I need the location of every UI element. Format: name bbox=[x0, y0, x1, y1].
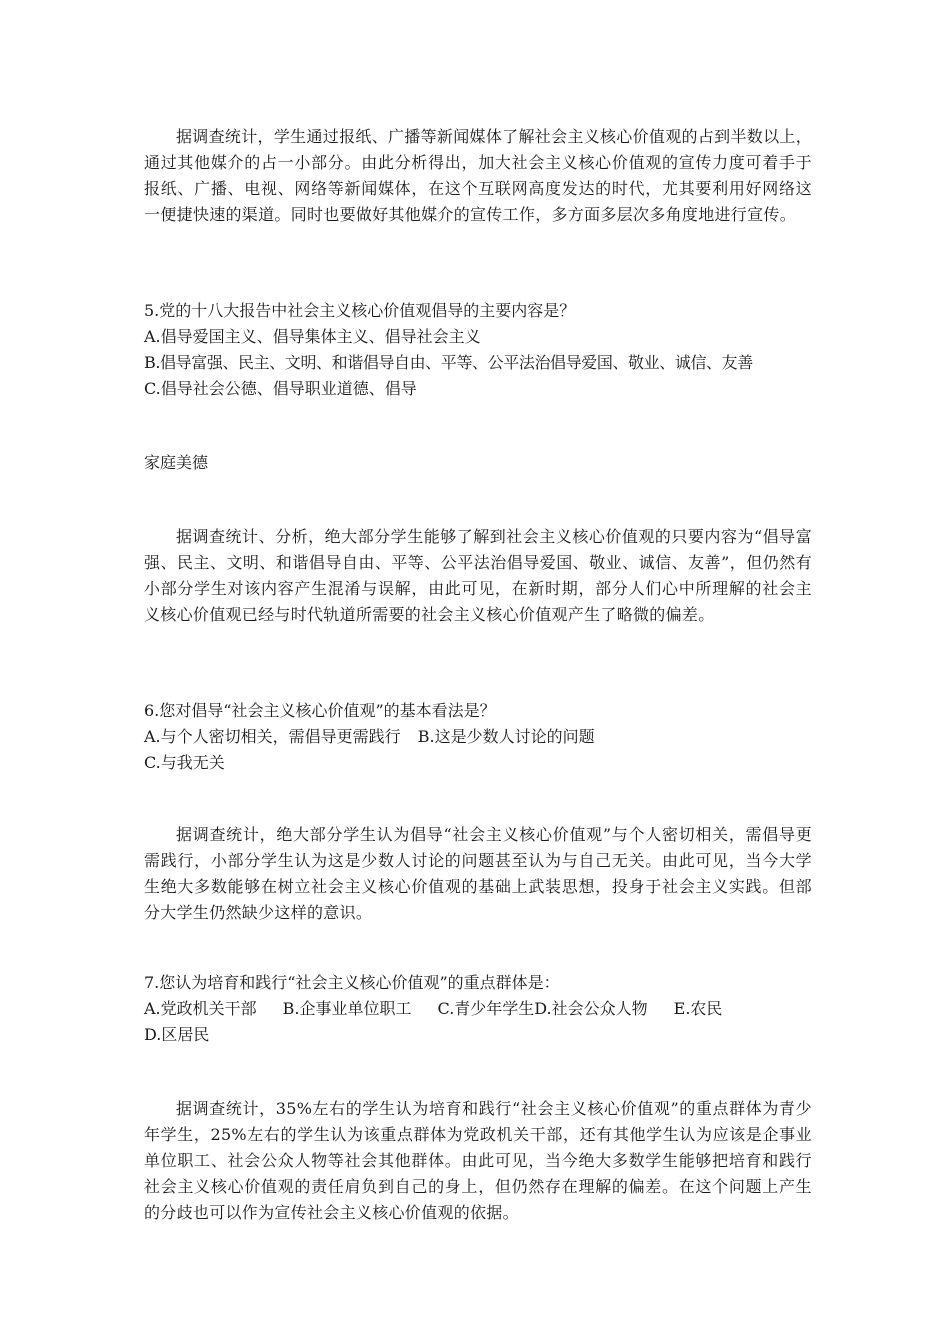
question-7-option-b: B.企事业单位职工 bbox=[282, 999, 412, 1018]
question-6-options-row bbox=[144, 724, 812, 750]
question-7 bbox=[144, 970, 812, 1048]
paragraph-media-channels: 据调查统计，学生通过报纸、广播等新闻媒体了解社会主义核心价值观的占到半数以上，通过其他媒介的占一小部分。由此分析得出，加大社会主义核心价值观的宣传力度可着手于报纸、广播、电视、网络等新闻媒体，在这个互联网高度发达的时代，尤其要利用好网络这一便捷快速的渠道。同时也要做好其他媒介的宣传工作，多方面多层次多角度地进行宣传。 bbox=[144, 127, 812, 224]
question-7-option-e: E.农民 bbox=[673, 999, 723, 1018]
question-7-option-f: D.区居民 bbox=[144, 1025, 210, 1044]
question-5-text: 5.党的十八大报告中社会主义核心价值观倡导的主要内容是？ bbox=[144, 301, 576, 320]
paragraph-key-groups: 据调查统计，35%左右的学生认为培育和践行“社会主义核心价值观”的重点群体为青少年学生，25%左右的学生认为该重点群体为党政机关干部，还有其他学生认为应该是企事业单位职工、社会公众人物等社会其他群体。由此可见，当今绝大多数学生能够把培育和践行社会主义核心价值观的责任肩负到自己的身上，但仍然存在理解的偏差。在这个问题上产生的分歧也可以作为宣传社会主义核心价值观的依据。 bbox=[144, 1099, 812, 1222]
question-5-option-c: C.倡导社会公德、倡导职业道德、倡导 bbox=[144, 379, 417, 398]
paragraph-personal-relevance: 据调查统计，绝大部分学生认为倡导“社会主义核心价值观”与个人密切相关，需倡导更需践行，小部分学生认为这是少数人讨论的问题甚至认为与自己无关。由此可见，当今大学生绝大多数能够在树立社会主义核心价值观的基础上武装思想，投身于社会主义实践。但部分大学生仍然缺少这样的意识。 bbox=[144, 825, 812, 922]
question-7-option-a: A.党政机关干部 bbox=[144, 999, 257, 1018]
question-6-text: 6.您对倡导“社会主义核心价值观”的基本看法是？ bbox=[144, 701, 496, 720]
question-5-option-b: B.倡导富强、民主、文明、和谐倡导自由、平等、公平法治倡导爱国、敬业、诚信、友善 bbox=[144, 353, 753, 372]
question-7-options-row bbox=[144, 996, 812, 1022]
question-7-option-c: C.青少年学生 bbox=[437, 999, 535, 1018]
question-6-option-b: B.这是少数人讨论的问题 bbox=[417, 727, 595, 746]
paragraph-core-values-content: 据调查统计、分析，绝大部分学生能够了解到社会主义核心价值观的只要内容为“倡导富强、民主、文明、和谐倡导自由、平等、公平法治倡导爱国、敬业、诚信、友善”，但仍然有小部分学生对该内容产生混淆与误解，由此可见，在新时期，部分人们心中所理解的社会主义核心价值观已经与时代轨道所需要的社会主义核心价值观产生了略微的偏差。 bbox=[144, 527, 812, 624]
question-5 bbox=[144, 298, 812, 402]
question-5-option-a: A.倡导爱国主义、倡导集体主义、倡导社会主义 bbox=[144, 327, 481, 346]
question-6-option-a: A.与个人密切相关，需倡导更需践行 bbox=[144, 727, 401, 746]
question-7-text: 7.您认为培育和践行“社会主义核心价值观”的重点群体是： bbox=[144, 973, 560, 992]
question-6 bbox=[144, 698, 812, 776]
section-label: 家庭美德 bbox=[144, 453, 209, 472]
question-6-option-c: C.与我无关 bbox=[144, 753, 225, 772]
question-7-option-d: D.社会公众人物 bbox=[534, 999, 648, 1018]
